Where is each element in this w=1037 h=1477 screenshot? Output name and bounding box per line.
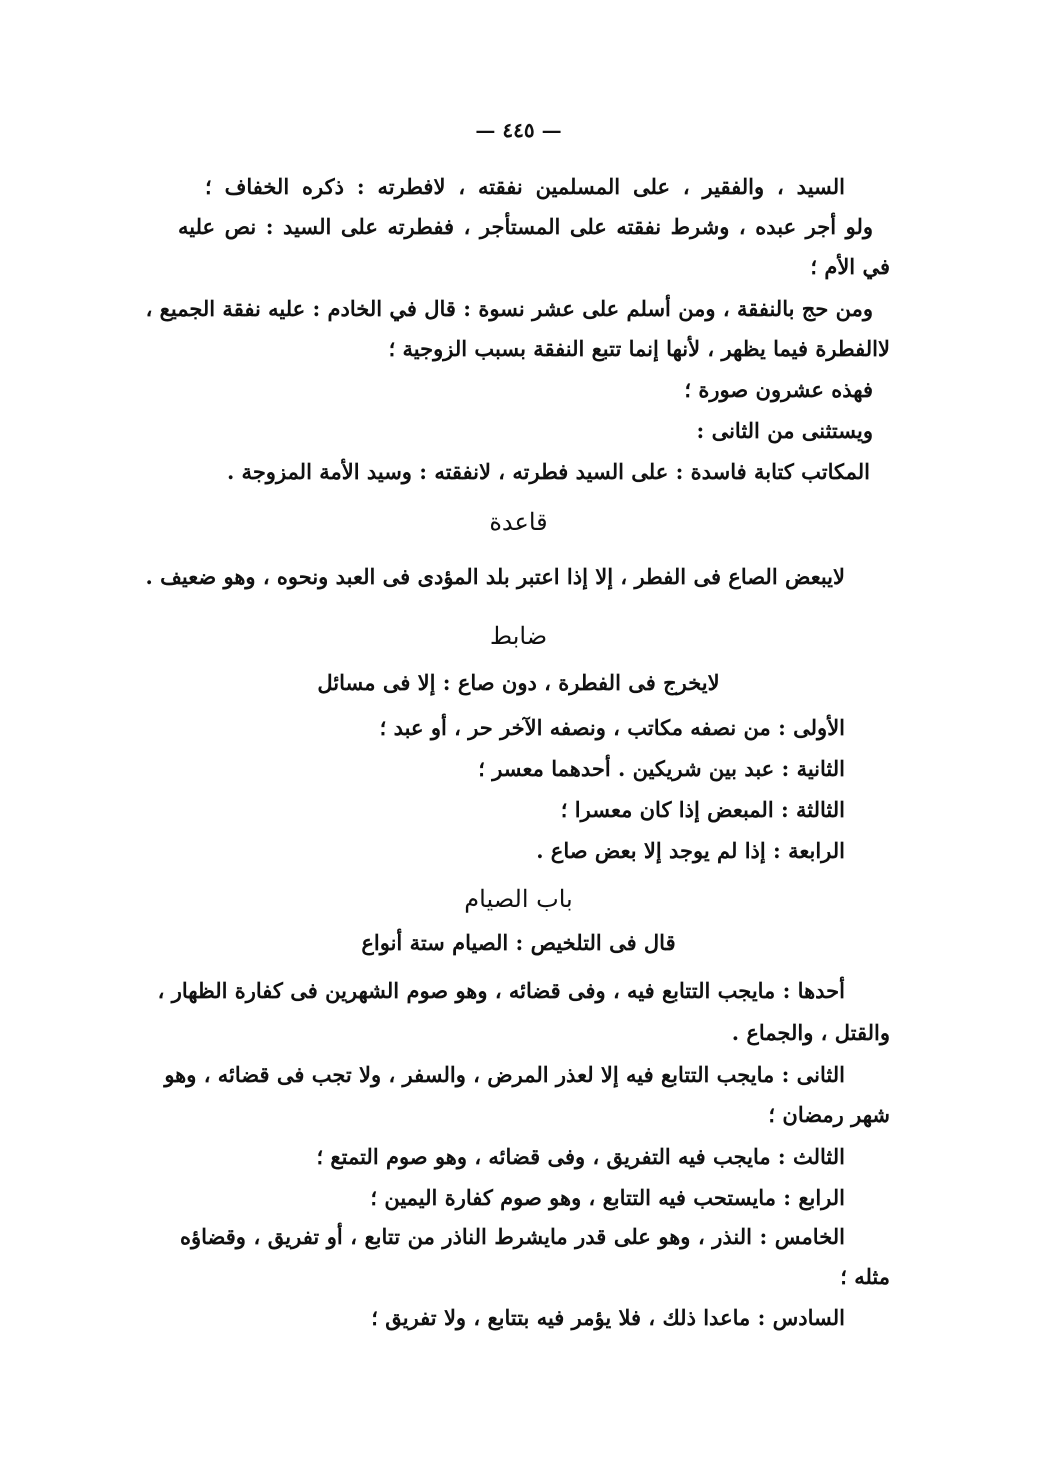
qaida-heading: قاعدة <box>489 508 548 536</box>
text-line-8: المكاتب كتابة فاسدة : على السيد فطرته ، لانفقته : وسيد الأمة المزوجة . <box>226 459 870 484</box>
dabit-heading: ضابط <box>489 622 548 650</box>
dabit-item-1: الأولى : من نصفه مكاتب ، ونصفه الآخر حر ، أو عبد ؛ <box>379 715 845 740</box>
siyam-type-1-line-1: أحدها : مايجب التتابع فيه ، وفى قضائه ، وهو صوم الشهرين فى كفارة الظهار ، <box>157 978 845 1003</box>
text-line-7: ويستثنى من الثانى : <box>696 418 873 443</box>
dabit-item-2: الثانية : عبد بين شريكين . أحدهما معسر ؛ <box>478 756 845 781</box>
siyam-type-3: الثالث : مايجب فيه التفريق ، وفى قضائه ، وهو صوم التمتع ؛ <box>316 1144 845 1169</box>
page-number: — ٤٤٥ — <box>475 118 562 142</box>
text-line-5: لاالفطرة فيما يظهر ، لأنها إنما تتبع النفقة بسبب الزوجية ؛ <box>388 336 890 361</box>
qaida-text: لايبعض الصاع فى الفطر ، إلا إذا اعتبر بلد المؤدى فى العبد ونحوه ، وهو ضعيف . <box>145 564 845 589</box>
siyam-type-5-line-1: الخامس : النذر ، وهو على قدر مايشرط الناذر من تتابع ، أو تفريق ، وقضاؤه <box>180 1224 845 1249</box>
text-line-4: ومن حج بالنفقة ، ومن أسلم على عشر نسوة : قال في الخادم : عليه نفقة الجميع ، <box>145 296 873 321</box>
text-line-2: ولو أجر عبده ، وشرط نفقته على المستأجر ، ففطرته على السيد : نص عليه <box>178 214 873 239</box>
text-line-1: السيد ، والفقير ، على المسلمين نفقته ، لافطرته : ذكره الخفاف ؛ <box>205 174 845 199</box>
siyam-type-5-line-2: مثله ؛ <box>840 1264 890 1289</box>
siyam-type-2-line-2: شهر رمضان ؛ <box>768 1102 890 1127</box>
text-line-6: فهذه عشرون صورة ؛ <box>684 377 873 402</box>
dabit-item-4: الرابعة : إذا لم يوجد إلا بعض صاع . <box>536 838 845 863</box>
siyam-type-2-line-1: الثانى : مايجب التتابع فيه إلا لعذر المرض ، والسفر ، ولا تجب فى قضائه ، وهو <box>164 1062 845 1087</box>
siyam-intro: قال فى التلخيص : الصيام ستة أنواع <box>361 930 676 955</box>
siyam-type-1-line-2: والقتل ، والجماع . <box>731 1020 890 1045</box>
siyam-type-4: الرابع : مايستحب فيه التتابع ، وهو صوم كفارة اليمين ؛ <box>370 1185 845 1210</box>
siyam-heading: باب الصيام <box>464 885 573 913</box>
siyam-type-6: السادس : ماعدا ذلك ، فلا يؤمر فيه بتتابع ، ولا تفريق ؛ <box>371 1305 845 1330</box>
dabit-intro: لايخرج فى الفطرة ، دون صاع : إلا فى مسائل <box>317 670 720 695</box>
text-line-3: في الأم ؛ <box>810 254 890 279</box>
dabit-item-3: الثالثة : المبعض إذا كان معسرا ؛ <box>560 797 845 822</box>
